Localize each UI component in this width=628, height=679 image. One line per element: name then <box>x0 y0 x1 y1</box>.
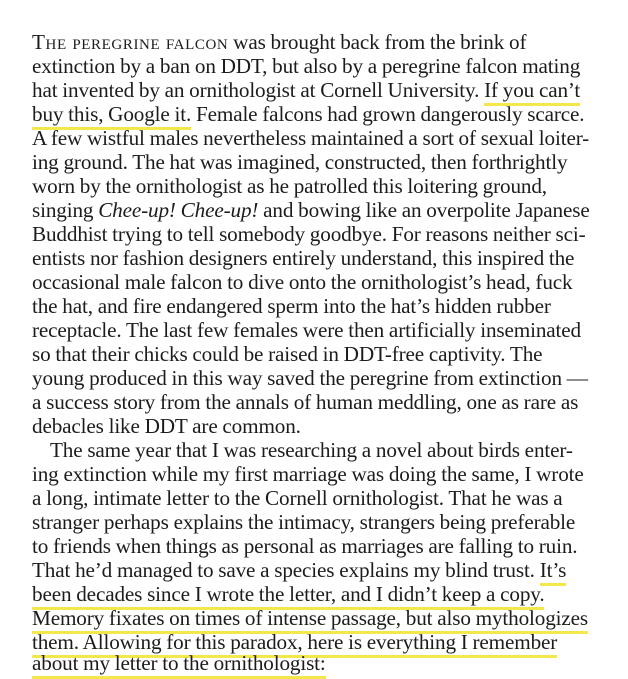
text-run: ing ground. The hat was imagined, constructed, then forthrightly <box>32 150 568 174</box>
text-line <box>32 606 588 631</box>
text-run: receptacle. The last few females were then artificially inseminated <box>32 318 581 342</box>
text-run: occasional male falcon to dive onto the ornithologist’s head, fuck <box>32 270 573 294</box>
text-line <box>32 651 326 675</box>
text-line <box>32 342 542 367</box>
text-run: so that their chicks could be raised in DDT-free captivity. The <box>32 342 543 366</box>
text-run: a long, intimate letter to the Cornell ornithologist. That he was a <box>32 486 563 510</box>
text-run: the hat, and fire endangered sperm into the hat’s hidden rubber <box>32 294 551 318</box>
text-run: a success story from the annals of human meddling, one as rare as <box>32 390 579 414</box>
text-run: was brought back from the brink of <box>228 30 527 54</box>
text-run: hat invented by an ornithologist at Cornell University. <box>32 78 480 102</box>
text-line <box>32 510 575 535</box>
text-run: ing extinction while my first marriage was doing the same, I wrote <box>32 462 584 486</box>
text-run: and bowing like an overpolite Japanese <box>258 198 590 222</box>
text-run: A few wistful males nevertheless maintained a sort of sexual loiter- <box>32 126 590 150</box>
text-run: Buddhist trying to tell somebody goodbye. For reasons neither sci- <box>32 222 586 246</box>
text-line <box>32 462 584 487</box>
text-run: The same year that I was researching a novel about birds enter- <box>50 438 573 462</box>
text-line <box>32 582 544 607</box>
highlighted-text: been decades since I wrote the letter, and I didn’t keep a copy. <box>32 582 544 610</box>
text-line <box>32 558 566 583</box>
text-line <box>32 390 578 415</box>
text-run: entists nor fashion designers entirely understand, this inspired the <box>32 246 575 270</box>
text-line <box>32 126 589 151</box>
text-run: That he’d managed to save a species explains my blind trust. <box>32 558 540 582</box>
text-line <box>32 318 581 343</box>
text-run: singing <box>32 198 99 222</box>
text-line <box>32 486 563 511</box>
text-run: to friends when things as personal as marriages are falling to ruin. <box>32 534 578 558</box>
text-line <box>32 174 547 199</box>
text-line <box>50 438 573 463</box>
text-run: extinction by a ban on DDT, but also by a peregrine falcon mating <box>32 54 581 78</box>
text-line <box>32 534 577 559</box>
text-line <box>32 198 590 223</box>
text-line <box>32 270 572 295</box>
text-line <box>32 246 574 271</box>
text-line <box>32 414 301 439</box>
text-line <box>32 150 567 175</box>
italic-text: Chee-up! Chee-up! <box>98 198 259 222</box>
text-run: young produced in this way saved the peregrine from extinction — <box>32 366 588 390</box>
text-line <box>32 30 526 55</box>
highlighted-text: them. Allowing for this paradox, here is everything I remember <box>32 630 557 658</box>
text-line <box>32 102 584 127</box>
text-run: debacles like DDT are common. <box>32 414 301 438</box>
highlighted-text: Memory fixates on times of intense passage, but also mythologizes <box>32 606 588 634</box>
text-line <box>32 54 580 79</box>
text-run: stranger perhaps explains the intimacy, strangers being preferable <box>32 510 576 534</box>
highlighted-text: It’s <box>540 558 566 586</box>
text-line <box>32 294 551 319</box>
text-run: worn by the ornithologist as he patrolled this loitering ground, <box>32 174 547 198</box>
highlighted-text: buy this, Google it. <box>32 102 191 130</box>
text-line <box>32 78 580 103</box>
text-line <box>32 366 588 391</box>
text-line <box>32 222 586 247</box>
highlighted-text: about my letter to the ornithologist: <box>32 651 326 679</box>
text-run: Female falcons had grown dangerously scarce. <box>191 102 585 126</box>
small-caps-lead-in: The peregrine falcon <box>32 30 229 54</box>
highlighted-text: If you can’t <box>484 78 580 106</box>
